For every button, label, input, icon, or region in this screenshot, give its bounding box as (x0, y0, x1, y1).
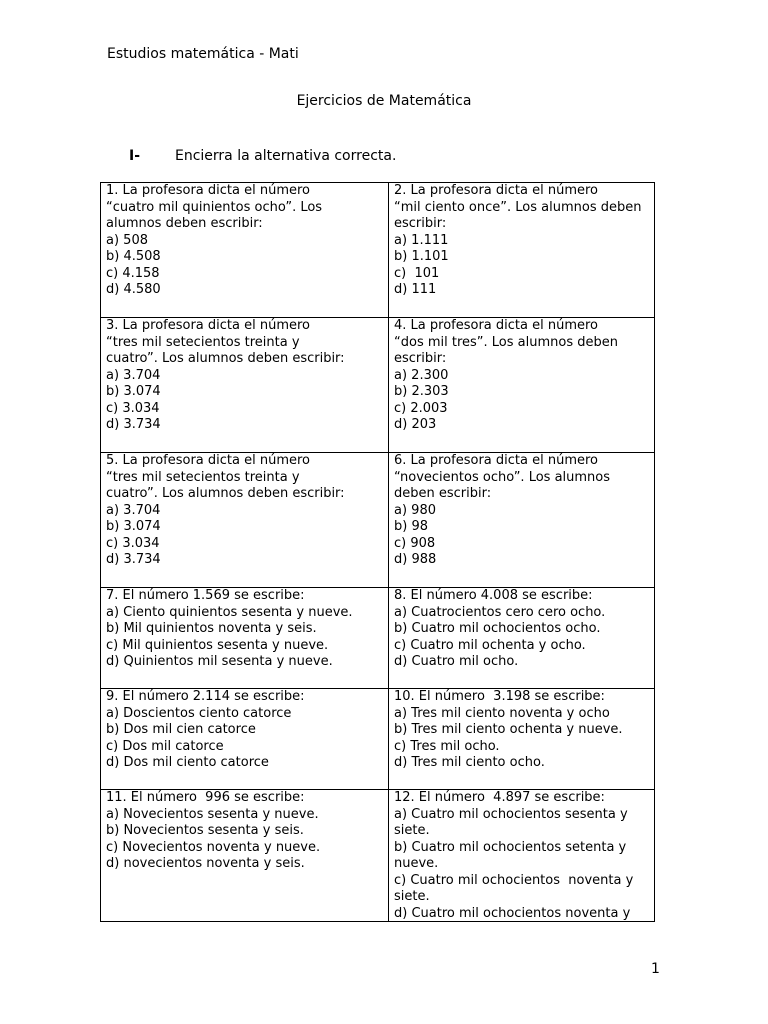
question-7-option-a[interactable]: a) Ciento quinientos sesenta y nueve. (106, 604, 353, 620)
question-12-option-a[interactable]: a) Cuatro mil ochocientos sesenta y (394, 806, 628, 822)
question-1-option-d[interactable]: d) 4.580 (106, 282, 161, 297)
question-2-stem-line: 2. La profesora dicta el número (394, 183, 598, 198)
table-row (101, 588, 655, 689)
question-5-option-a[interactable]: a) 3.704 (106, 502, 161, 518)
question-10-option-d[interactable]: d) Tres mil ciento ocho. (394, 755, 545, 770)
question-6-stem-line: “novecientos ocho”. Los alumnos (394, 469, 611, 485)
question-5-stem-line: 5. La profesora dicta el número (106, 453, 310, 468)
question-2-stem-line: escribir: (394, 216, 447, 231)
question-4-option-a[interactable]: a) 2.300 (394, 367, 449, 383)
question-10-option-a[interactable]: a) Tres mil ciento noventa y ocho (394, 705, 610, 721)
question-10-stem-line: 10. El número 3.198 se escribe: (394, 689, 605, 704)
question-2-option-a[interactable]: a) 1.111 (394, 232, 449, 248)
question-11-option-d[interactable]: d) novecientos noventa y seis. (106, 856, 305, 871)
question-3 (101, 318, 389, 453)
question-1-stem-line: 1. La profesora dicta el número (106, 183, 310, 198)
question-6-option-a[interactable]: a) 980 (394, 502, 436, 518)
question-12-option-d[interactable]: d) Cuatro mil ochocientos noventa y (394, 905, 631, 921)
question-5-option-c[interactable]: c) 3.034 (106, 535, 160, 551)
section-instruction: Encierra la alternativa correcta. (175, 148, 397, 164)
question-5 (101, 453, 389, 588)
question-11-option-c[interactable]: c) Novecientos noventa y nueve. (106, 839, 321, 855)
question-2-option-c[interactable]: c) 101 (394, 265, 440, 281)
question-4-option-c[interactable]: c) 2.003 (394, 400, 448, 416)
question-1-option-a[interactable]: a) 508 (106, 232, 148, 248)
question-9-option-a[interactable]: a) Doscientos ciento catorce (106, 705, 292, 721)
question-6 (389, 453, 655, 588)
table-row (101, 689, 655, 790)
question-7-option-d[interactable]: d) Quinientos mil sesenta y nueve. (106, 654, 333, 669)
question-5-stem-line: cuatro”. Los alumnos deben escribir: (106, 486, 345, 501)
table-row (101, 453, 655, 588)
question-10 (389, 689, 655, 790)
question-12-option-a-cont[interactable]: siete. (394, 823, 430, 838)
table-row (101, 183, 655, 318)
question-4-stem-line: 4. La profesora dicta el número (394, 318, 598, 333)
question-7 (101, 588, 389, 689)
question-8-option-d[interactable]: d) Cuatro mil ocho. (394, 654, 519, 669)
question-11-option-b[interactable]: b) Novecientos sesenta y seis. (106, 823, 304, 838)
question-1 (101, 183, 389, 318)
question-5-stem-line: “tres mil setecientos treinta y (106, 469, 300, 485)
table-row (101, 790, 655, 922)
question-5-option-d[interactable]: d) 3.734 (106, 552, 161, 567)
question-12-stem-line: 12. El número 4.897 se escribe: (394, 790, 605, 805)
question-3-option-b[interactable]: b) 3.074 (106, 384, 161, 399)
question-9-option-c[interactable]: c) Dos mil catorce (106, 738, 224, 754)
question-7-stem-line: 7. El número 1.569 se escribe: (106, 588, 305, 603)
question-3-option-c[interactable]: c) 3.034 (106, 400, 160, 416)
question-4-option-d[interactable]: d) 203 (394, 417, 437, 432)
question-6-stem-line: 6. La profesora dicta el número (394, 453, 598, 468)
question-6-option-d[interactable]: d) 988 (394, 552, 437, 567)
table-row (101, 318, 655, 453)
question-8-option-b[interactable]: b) Cuatro mil ochocientos ocho. (394, 621, 601, 636)
question-3-stem-line: 3. La profesora dicta el número (106, 318, 310, 333)
question-1-stem-line: alumnos deben escribir: (106, 216, 263, 231)
question-3-stem-line: “tres mil setecientos treinta y (106, 334, 300, 350)
question-4-stem-line: escribir: (394, 351, 447, 366)
question-8 (389, 588, 655, 689)
question-12-option-b[interactable]: b) Cuatro mil ochocientos setenta y (394, 839, 627, 855)
question-3-stem-line: cuatro”. Los alumnos deben escribir: (106, 351, 345, 366)
question-2 (389, 183, 655, 318)
question-6-stem-line: deben escribir: (394, 486, 492, 501)
question-12-option-c-cont[interactable]: siete. (394, 889, 430, 904)
question-11-option-a[interactable]: a) Novecientos sesenta y nueve. (106, 806, 319, 822)
question-4 (389, 318, 655, 453)
question-9-option-d[interactable]: d) Dos mil ciento catorce (106, 755, 269, 770)
section-number: I- (129, 148, 141, 164)
exercise-table (100, 182, 655, 922)
question-8-option-a[interactable]: a) Cuatrocientos cero cero ocho. (394, 604, 606, 620)
question-2-stem-line: “mil ciento once”. Los alumnos deben (394, 199, 642, 215)
question-11-stem-line: 11. El número 996 se escribe: (106, 790, 305, 805)
question-11 (101, 790, 389, 922)
question-3-option-d[interactable]: d) 3.734 (106, 417, 161, 432)
page-title: Ejercicios de Matemática (296, 93, 472, 109)
question-9-stem-line: 9. El número 2.114 se escribe: (106, 689, 305, 704)
question-2-option-b[interactable]: b) 1.101 (394, 249, 449, 264)
question-4-stem-line: “dos mil tres”. Los alumnos deben (394, 334, 618, 350)
document-header: Estudios matemática - Mati (107, 46, 299, 62)
question-8-option-c[interactable]: c) Cuatro mil ochenta y ocho. (394, 637, 586, 653)
question-5-option-b[interactable]: b) 3.074 (106, 519, 161, 534)
question-8-stem-line: 8. El número 4.008 se escribe: (394, 588, 593, 603)
question-9-option-b[interactable]: b) Dos mil cien catorce (106, 722, 256, 737)
question-7-option-b[interactable]: b) Mil quinientos noventa y seis. (106, 621, 317, 636)
question-6-option-b[interactable]: b) 98 (394, 519, 428, 534)
question-12-option-c[interactable]: c) Cuatro mil ochocientos noventa y (394, 872, 634, 888)
question-4-option-b[interactable]: b) 2.303 (394, 384, 449, 399)
question-1-option-c[interactable]: c) 4.158 (106, 265, 160, 281)
page-number: 1 (651, 961, 660, 977)
question-1-stem-line: “cuatro mil quinientos ocho”. Los (106, 199, 323, 215)
question-9 (101, 689, 389, 790)
question-6-option-c[interactable]: c) 908 (394, 535, 436, 551)
question-10-option-b[interactable]: b) Tres mil ciento ochenta y nueve. (394, 722, 623, 737)
question-1-option-b[interactable]: b) 4.508 (106, 249, 161, 264)
question-3-option-a[interactable]: a) 3.704 (106, 367, 161, 383)
question-10-option-c[interactable]: c) Tres mil ocho. (394, 738, 500, 754)
question-12 (389, 790, 655, 922)
question-7-option-c[interactable]: c) Mil quinientos sesenta y nueve. (106, 637, 329, 653)
question-12-option-b-cont[interactable]: nueve. (394, 856, 439, 871)
question-2-option-d[interactable]: d) 111 (394, 282, 437, 297)
